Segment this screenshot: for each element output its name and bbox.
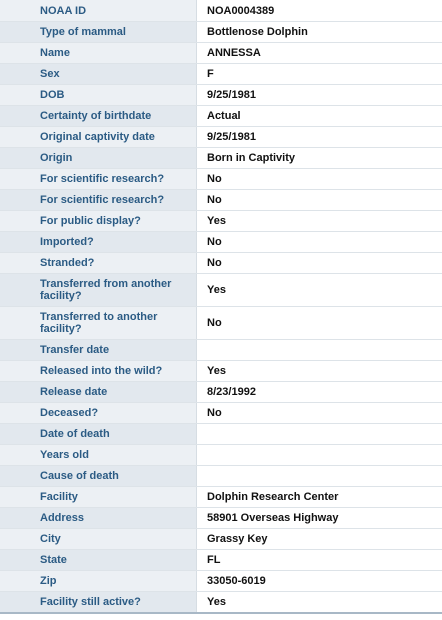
field-label: Release date: [0, 382, 197, 402]
record-row-state: [0, 549, 442, 570]
record-row-years-old: [0, 444, 442, 465]
record-row-released: [0, 360, 442, 381]
field-value: 58901 Overseas Highway: [197, 508, 442, 528]
record-row-public-display: [0, 210, 442, 231]
field-value: NOA0004389: [197, 0, 442, 21]
record-row-name: [0, 42, 442, 63]
record-row-transfer-date: [0, 339, 442, 360]
field-label: Years old: [0, 445, 197, 465]
field-label: Released into the wild?: [0, 361, 197, 381]
field-label: Transferred from another facility?: [0, 274, 197, 306]
record-row-birthdate-certainty: [0, 105, 442, 126]
field-label: Facility: [0, 487, 197, 507]
field-value: No: [197, 403, 442, 423]
field-value: No: [197, 253, 442, 273]
field-label: State: [0, 550, 197, 570]
field-label: Stranded?: [0, 253, 197, 273]
field-value: Born in Captivity: [197, 148, 442, 168]
field-label: DOB: [0, 85, 197, 105]
field-label: Sex: [0, 64, 197, 84]
field-value: 9/25/1981: [197, 85, 442, 105]
field-value: FL: [197, 550, 442, 570]
record-row-scientific-research-2: [0, 189, 442, 210]
field-label: Transfer date: [0, 340, 197, 360]
field-label: Address: [0, 508, 197, 528]
record-row-transferred-to: [0, 306, 442, 339]
field-value: 33050-6019: [197, 571, 442, 591]
record-row-dob: [0, 84, 442, 105]
field-value: Grassy Key: [197, 529, 442, 549]
field-value: Bottlenose Dolphin: [197, 22, 442, 42]
field-label: NOAA ID: [0, 0, 197, 21]
record-row-transferred-from: [0, 273, 442, 306]
field-value: Yes: [197, 211, 442, 231]
record-row-captivity-date: [0, 126, 442, 147]
record-row-city: [0, 528, 442, 549]
field-value: No: [197, 169, 442, 189]
record-row-date-of-death: [0, 423, 442, 444]
field-label: For public display?: [0, 211, 197, 231]
record-row-facility-active: [0, 591, 442, 612]
field-value: Yes: [197, 592, 442, 612]
field-value: No: [197, 232, 442, 252]
record-row-zip: [0, 570, 442, 591]
field-value: Yes: [197, 274, 442, 306]
record-row-imported: [0, 231, 442, 252]
record-row-cause-of-death: [0, 465, 442, 486]
record-row-deceased: [0, 402, 442, 423]
field-value: F: [197, 64, 442, 84]
field-label: Zip: [0, 571, 197, 591]
field-value: Actual: [197, 106, 442, 126]
field-label: Cause of death: [0, 466, 197, 486]
field-value: ANNESSA: [197, 43, 442, 63]
record-row-facility: [0, 486, 442, 507]
field-label: City: [0, 529, 197, 549]
record-row-stranded: [0, 252, 442, 273]
field-label: Certainty of birthdate: [0, 106, 197, 126]
field-value: [197, 466, 442, 486]
field-value: [197, 340, 442, 360]
field-label: Date of death: [0, 424, 197, 444]
record-row-address: [0, 507, 442, 528]
field-label: Transferred to another facility?: [0, 307, 197, 339]
field-label: Original captivity date: [0, 127, 197, 147]
record-row-release-date: [0, 381, 442, 402]
field-value: [197, 445, 442, 465]
field-label: Type of mammal: [0, 22, 197, 42]
record-row-scientific-research-1: [0, 168, 442, 189]
field-value: 9/25/1981: [197, 127, 442, 147]
field-value: Yes: [197, 361, 442, 381]
record-row-origin: [0, 147, 442, 168]
field-label: Facility still active?: [0, 592, 197, 612]
record-row-sex: [0, 63, 442, 84]
field-label: Name: [0, 43, 197, 63]
field-value: [197, 424, 442, 444]
field-label: For scientific research?: [0, 190, 197, 210]
field-label: Deceased?: [0, 403, 197, 423]
field-label: Imported?: [0, 232, 197, 252]
record-row-type-of-mammal: [0, 21, 442, 42]
field-value: 8/23/1992: [197, 382, 442, 402]
field-value: No: [197, 190, 442, 210]
field-value: Dolphin Research Center: [197, 487, 442, 507]
field-label: For scientific research?: [0, 169, 197, 189]
record-row-noaa-id: [0, 0, 442, 21]
field-value: No: [197, 307, 442, 339]
field-label: Origin: [0, 148, 197, 168]
